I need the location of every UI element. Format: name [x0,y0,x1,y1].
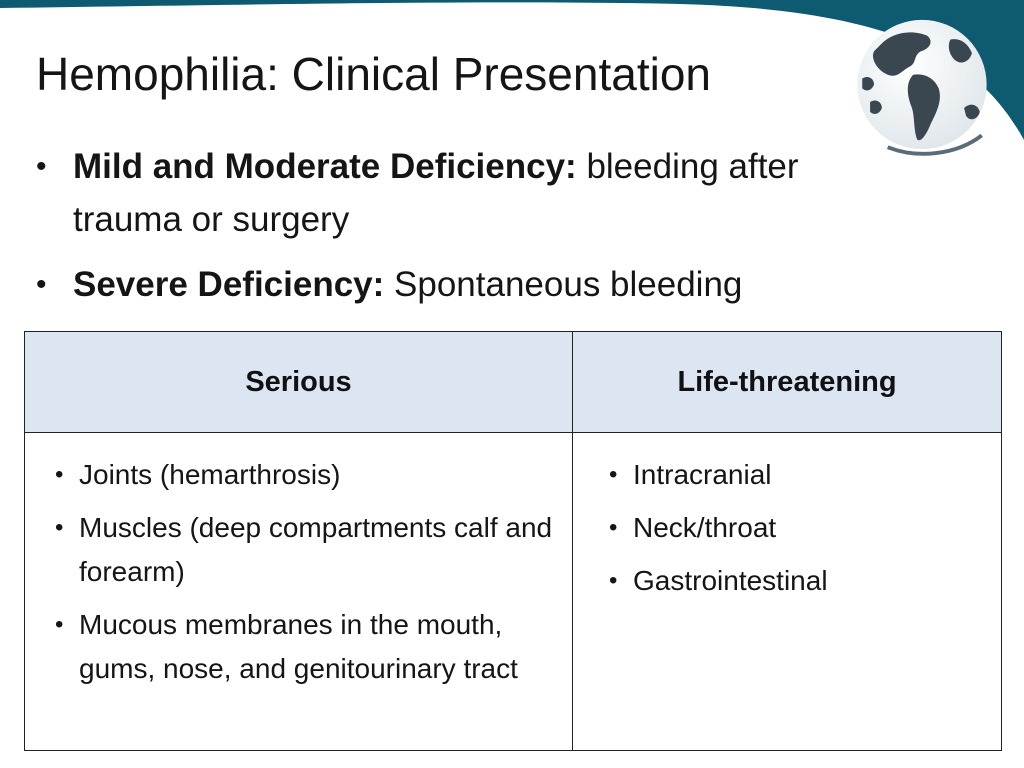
bullet-icon: • [55,514,64,541]
bleeding-table [24,331,1002,751]
list-item-text: Gastrointestinal [633,565,828,596]
bullet-icon: • [55,611,64,638]
list-item [25,506,572,594]
bullet-term: Severe Deficiency: [73,265,385,304]
bullet-icon: • [609,514,618,541]
list-item-text: Intracranial [633,459,772,490]
list-item-text: Muscles (deep compartments calf and forearm) [79,512,553,587]
list-item [573,559,1001,603]
bullet-list [36,140,836,323]
list-item [25,453,572,497]
table-header-row [25,332,1002,433]
life-threatening-list [573,433,1001,603]
list-item [25,603,572,691]
bullet-text: bleeding after trauma or surgery [73,147,799,239]
bullet-mild-moderate [36,140,836,246]
list-item [573,506,1001,550]
header-serious: Serious [25,332,573,433]
bullet-icon: • [609,461,618,488]
page-title: Hemophilia: Clinical Presentation [36,48,711,100]
list-item-text: Mucous membranes in the mouth, gums, nose, and genitourinary tract [79,609,518,684]
list-item [573,453,1001,497]
bullet-icon: • [55,461,64,488]
serious-cell [25,433,573,751]
bullet-text: Spontaneous bleeding [384,265,743,304]
bullet-icon: • [609,567,618,594]
globe-icon [848,14,996,156]
life-threatening-cell [573,433,1002,751]
bullet-icon: • [36,268,47,301]
list-item-text: Neck/throat [633,512,777,543]
serious-list [25,433,572,691]
table-row [25,433,1002,751]
bullet-icon: • [36,150,47,183]
header-life-threatening: Life-threatening [573,332,1002,433]
bullet-severe [36,258,836,311]
bullet-term: Mild and Moderate Deficiency: [73,147,577,186]
list-item-text: Joints (hemarthrosis) [79,459,341,490]
